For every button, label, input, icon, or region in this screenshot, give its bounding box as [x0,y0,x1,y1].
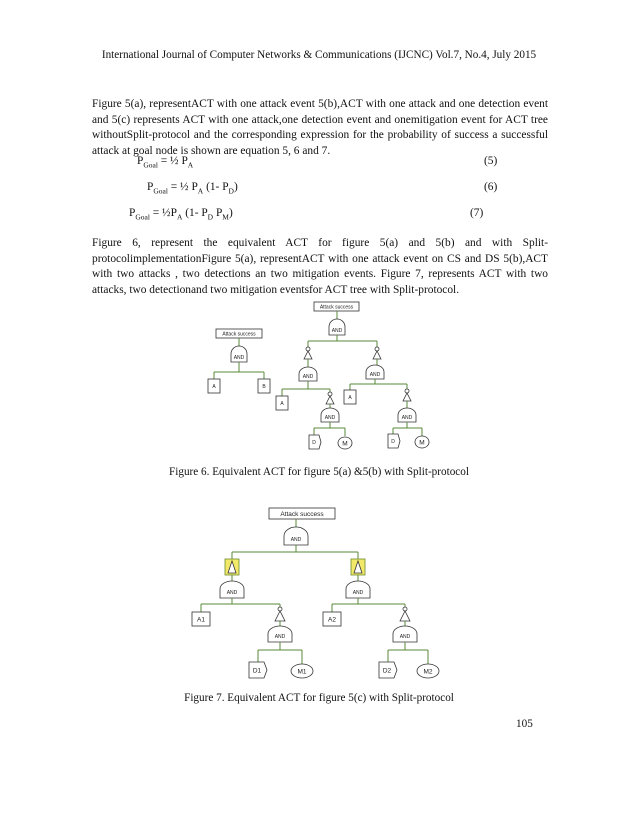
svg-text:AND: AND [324,415,336,421]
svg-text:AND: AND [274,634,286,640]
equation-6: $P_{Goal}$ = ½ $P_A$ (1- $P_D$) [147,181,238,196]
svg-text:A2: A2 [328,616,336,624]
svg-text:A: A [280,401,284,407]
svg-text:AND: AND [331,328,343,334]
equation-7-number: (7) [470,207,484,219]
page-number: 105 [516,718,533,730]
svg-text:AND: AND [399,634,411,640]
svg-text:AND: AND [226,590,238,596]
svg-text:AND: AND [290,537,302,543]
svg-text:Attack success: Attack success [280,511,324,518]
fig6-inhibit-left [304,351,312,359]
figure-6-caption: Figure 6. Equivalent ACT for figure 5(a) &5(b) with Split-protocol [169,466,469,478]
paragraph-figures: Figure 6, represent the equivalent ACT for figure 5(a) and 5(b) and with Split-protocolimplementationFigure 5(a), representACT with one attack event on CS and DS 5(b),ACT with two attacks , two detections an two mitigation events. Figure 7, represents ACT with two attacks, two detectionand two mitigation eventsfor ACT tree with Split-protocol. [92,237,548,296]
svg-text:M: M [342,440,348,448]
svg-text:M: M [419,439,425,447]
equation-5-number: (5) [484,155,498,167]
svg-text:Attack success: Attack success [319,304,354,311]
fig6-left-gate-label: AND [233,355,245,361]
svg-text:M1: M1 [297,668,307,676]
svg-text:A: A [348,395,352,401]
fig6-left-goal-label: Attack success [222,331,256,338]
svg-text:D: D [391,439,395,445]
svg-text:A: A [212,384,216,390]
svg-text:B: B [262,384,266,390]
equation-7: $P_{Goal}$ = $\frac{1}{2}P_A$ (1- $P_D$ $P_M$) [129,207,233,222]
equation-6-number: (6) [484,181,498,193]
svg-text:M2: M2 [423,668,433,676]
fig6-inhibit-right [373,351,381,359]
svg-text:D: D [312,440,316,446]
svg-text:D1: D1 [252,667,262,675]
svg-text:AND: AND [369,372,381,378]
svg-text:AND: AND [401,415,413,421]
paragraph-intro: Figure 5(a), representACT with one attack event 5(b),ACT with one attack and one detection event and 5(c) represents ACT with one attack,one detection event and onemitigation event for ACT tree withoutSplit-protocol and the corresponding expression for the probability of success a successful attack at goal node is shown are equation 5, 6 and 7. [92,98,548,157]
figure-6-diagram [208,302,429,449]
svg-text:D2: D2 [382,667,392,675]
journal-header: International Journal of Computer Networks & Communications (IJCNC) Vol.7, No.4, July 2015 [101,49,537,61]
svg-text:AND: AND [352,590,364,596]
equation-5: $P_{Goal}$ = ½ $P_A$ [137,155,194,170]
figure-7-diagram [192,508,439,678]
svg-text:AND: AND [302,374,314,380]
svg-text:A1: A1 [197,616,205,624]
figure-7-caption: Figure 7. Equivalent ACT for figure 5(c) with Split-protocol [184,692,454,704]
